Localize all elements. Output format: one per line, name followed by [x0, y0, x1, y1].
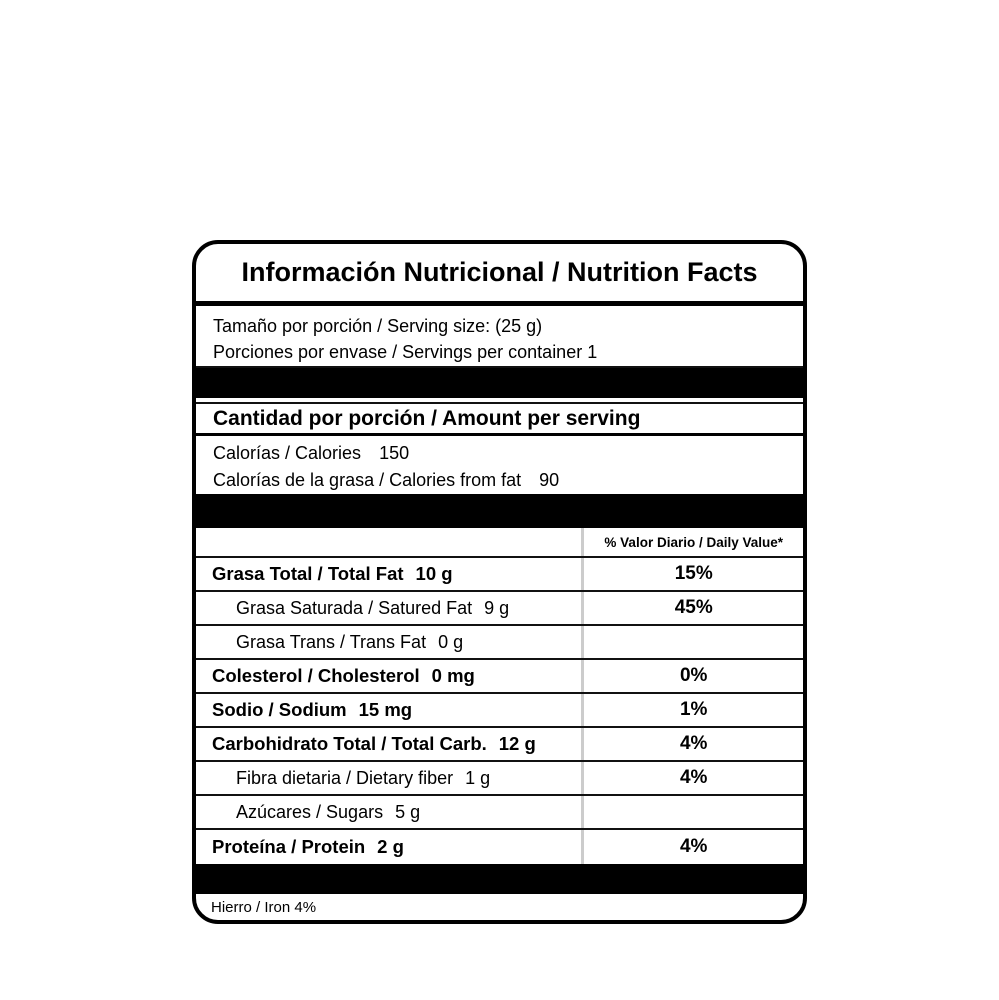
nutrient-amount: 15 mg — [358, 699, 413, 720]
calories-from-fat-value: 90 — [539, 470, 560, 490]
calories-line — [213, 440, 787, 467]
nutrient-row-azucares — [196, 796, 803, 830]
daily-value-header: % Valor Diario / Daily Value* — [604, 534, 784, 550]
separator-bar — [196, 368, 803, 398]
nutrient-label: Colesterol / Cholesterol — [212, 665, 420, 686]
nutrient-name-cell — [196, 762, 584, 794]
nutrient-row-fibra-dietaria — [196, 762, 803, 796]
nutrient-label: Grasa Total / Total Fat — [212, 563, 404, 584]
nutrient-amount: 12 g — [498, 733, 536, 754]
nutrient-row-colesterol — [196, 660, 803, 694]
nutrient-amount: 1 g — [465, 767, 491, 788]
nutrient-amount: 0 g — [438, 631, 464, 652]
nutrient-name-cell — [196, 592, 584, 624]
nutrient-label: Grasa Saturada / Satured Fat — [236, 597, 473, 618]
nutrient-label: Grasa Trans / Trans Fat — [236, 631, 427, 652]
iron-line: Hierro / Iron 4% — [211, 898, 317, 916]
calories-from-fat-label: Calorías de la grasa / Calories from fat — [213, 470, 522, 490]
nutrient-row-grasa-trans — [196, 626, 803, 660]
nutrient-daily-value: 45% — [674, 597, 713, 618]
empty-header-cell — [196, 528, 584, 556]
separator-bar — [196, 494, 803, 528]
nutrient-daily-value — [584, 626, 803, 658]
nutrient-name-cell — [196, 796, 584, 828]
serving-info-section — [196, 306, 803, 368]
calories-from-fat-line — [213, 467, 787, 494]
nutrient-amount: 2 g — [377, 836, 404, 857]
nutrient-row-grasa-total — [196, 558, 803, 592]
serving-size-line: Tamaño por porción / Serving size: (25 g) — [213, 316, 543, 336]
nutrient-row-proteina — [196, 830, 803, 864]
calories-section — [196, 436, 803, 494]
nutrient-amount: 5 g — [395, 801, 421, 822]
calories-value: 150 — [379, 443, 410, 463]
nutrient-daily-value: 4% — [679, 767, 708, 788]
nutrient-name-cell — [196, 728, 584, 760]
nutrient-row-carbohidrato-total — [196, 728, 803, 762]
nutrient-table — [196, 528, 803, 864]
servings-per-container-line: Porciones por envase / Servings per container 1 — [213, 342, 598, 362]
daily-value-header-row — [196, 528, 803, 558]
nutrient-name-cell — [196, 558, 584, 590]
nutrient-daily-value: 4% — [679, 733, 708, 754]
nutrient-daily-value: 0% — [679, 665, 708, 686]
micronutrient-footer — [196, 894, 803, 920]
nutrient-daily-value: 1% — [679, 699, 708, 720]
nutrient-daily-value: 4% — [679, 836, 708, 857]
nutrient-label: Carbohidrato Total / Total Carb. — [212, 733, 487, 754]
nutrient-label: Fibra dietaria / Dietary fiber — [236, 767, 454, 788]
nutrition-facts-label — [192, 240, 807, 924]
nutrient-name-cell — [196, 694, 584, 726]
nutrient-daily-value: 15% — [674, 563, 713, 584]
nutrient-name-cell — [196, 626, 584, 658]
nutrient-amount: 0 mg — [431, 665, 475, 686]
calories-label: Calorías / Calories — [213, 443, 362, 463]
amount-per-serving-header: Cantidad por porción / Amount per serving — [196, 402, 803, 436]
label-title-section — [196, 244, 803, 306]
nutrient-amount: 9 g — [484, 597, 510, 618]
nutrient-label: Proteína / Protein — [212, 836, 366, 857]
nutrient-amount: 10 g — [415, 563, 453, 584]
separator-bar — [196, 864, 803, 894]
nutrient-daily-value — [584, 796, 803, 828]
nutrient-label: Azúcares / Sugars — [236, 801, 384, 822]
nutrient-name-cell — [196, 830, 584, 864]
nutrient-row-sodio — [196, 694, 803, 728]
nutrient-name-cell — [196, 660, 584, 692]
label-title: Información Nutricional / Nutrition Facts — [241, 257, 758, 287]
nutrient-row-grasa-saturada — [196, 592, 803, 626]
nutrient-label: Sodio / Sodium — [212, 699, 347, 720]
